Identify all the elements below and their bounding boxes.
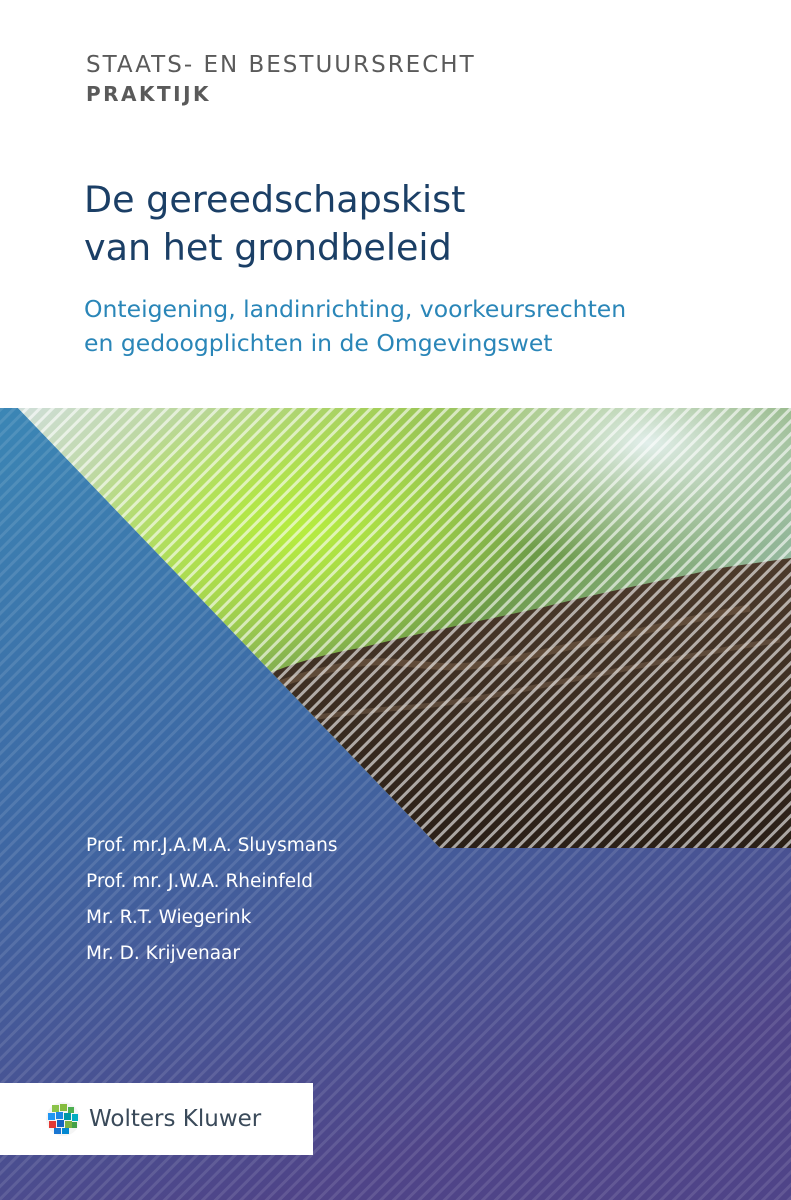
- publisher-block: [0, 1083, 313, 1155]
- author-list: [86, 828, 337, 972]
- author-name: Mr. R.T. Wiegerink: [86, 907, 252, 928]
- book-subtitle-line-1: Onteigening, landinrichting, voorkeursrechten: [84, 295, 627, 323]
- wolters-kluwer-logo-icon: [46, 1102, 80, 1136]
- author-name: Prof. mr.J.A.M.A. Sluysmans: [86, 835, 338, 856]
- book-subtitle-line-2: en gedoogplichten in de Omgevingswet: [84, 329, 553, 357]
- book-title-line-2: van het grondbeleid: [84, 226, 452, 269]
- cover-artwork: [0, 408, 791, 1200]
- author-name: Prof. mr. J.W.A. Rheinfeld: [86, 871, 314, 892]
- book-title: [84, 176, 465, 272]
- author-name: Mr. D. Krijvenaar: [86, 943, 240, 964]
- book-subtitle: [84, 292, 626, 360]
- publisher-name: Wolters Kluwer: [89, 1106, 262, 1132]
- series-name: STAATS- EN BESTUURSRECHT: [86, 52, 476, 78]
- book-title-line-1: De gereedschapskist: [84, 178, 466, 221]
- series-subname: PRAKTIJK: [86, 82, 212, 106]
